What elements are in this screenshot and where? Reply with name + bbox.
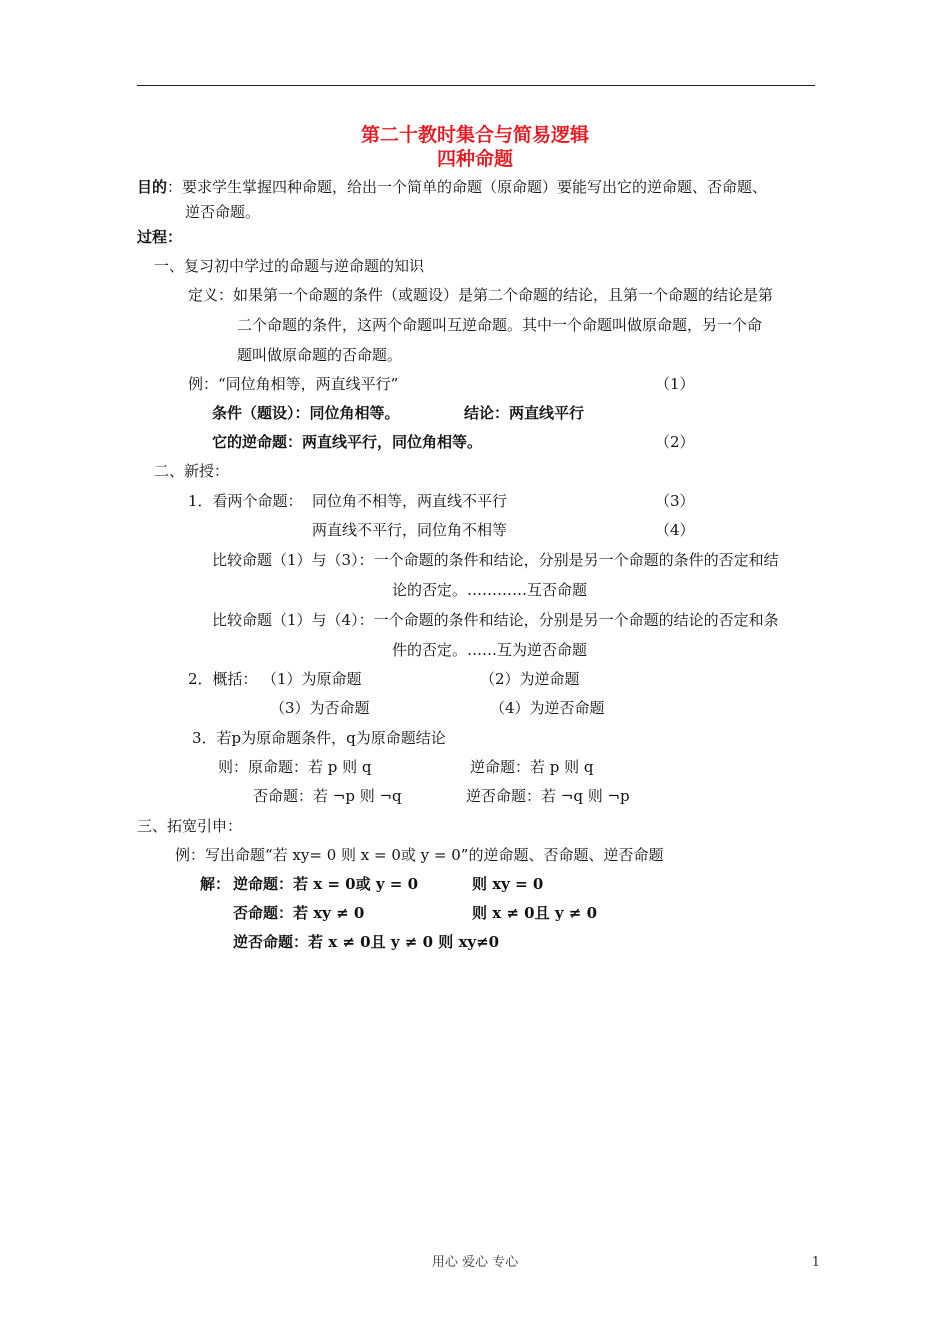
converse-form: 逆命题：若 p 则 q [470,758,594,776]
footer-slogan: 用心 爱心 专心 [431,1255,519,1270]
proposition-number-3: （3） [655,492,695,510]
objective-line2: 逆否命题。 [185,203,261,221]
compare1-line1: 比较命题（1）与（3）：一个命题的条件和结论，分别是另一个命题的条件的否定和结 [212,551,779,569]
example-number-1: （1） [655,375,695,393]
proposition-3: 同位角不相等，两直线不平行 [312,492,508,510]
compare2-line2: 件的否定。……互为逆否命题 [392,641,588,659]
inverse-form: 否命题：若 ¬p 则 ¬q [253,787,402,805]
header-rule [137,85,815,86]
solution-converse: 逆命题：若 x = 0或 y = 0 [233,875,419,893]
objective-line1 [137,177,767,197]
item3-text: 3．若p为原命题条件，q为原命题结论 [192,729,446,747]
item2-prefix: 2．概括： [188,670,258,688]
conclusion-text: 结论：两直线平行 [464,404,585,422]
objective-label: 目的 [137,178,168,196]
page-title: 第二十教时集合与简易逻辑 [360,124,589,146]
page-subtitle: 四种命题 [436,148,513,170]
section1-heading: 一、复习初中学过的命题与逆命题的知识 [154,257,425,275]
section2-heading: 二、新授： [154,462,230,480]
summary-1: （1）为原命题 [262,670,362,688]
solution-inverse-then: 则 x ≠ 0且 y ≠ 0 [472,904,598,922]
contrapositive-form: 逆否命题：若 ¬q 则 ¬p [466,787,630,805]
summary-2: （2）为逆命题 [480,670,580,688]
page-number: 1 [811,1255,820,1270]
section3-example: 例：写出命题“若 xy= 0 则 x = 0或 y = 0”的逆命题、否命题、逆否命题 [175,846,664,864]
definition-line3: 题叫做原命题的否命题。 [237,346,403,364]
condition-text: 条件（题设）：同位角相等。 [212,404,400,422]
item1-prefix: 1．看两个命题： [188,492,303,510]
definition-line1: 定义：如果第一个命题的条件（或题设）是第二个命题的结论，且第一个命题的结论是第 [188,286,774,304]
definition-line2: 二个命题的条件，这两个命题叫互逆命题。其中一个命题叫做原命题，另一个命 [237,316,763,334]
solution-contrapositive: 逆否命题：若 x ≠ 0且 y ≠ 0 则 xy≠0 [233,933,500,951]
section3-heading: 三、拓宽引申： [137,817,243,835]
converse-number-2: （2） [655,433,695,451]
example-proposition: 例：“同位角相等，两直线平行” [188,375,399,393]
summary-4: （4）为逆否命题 [490,699,605,717]
compare1-line2: 论的否定。…………互否命题 [392,581,588,599]
objective-text: 要求学生掌握四种命题，给出一个简单的命题（原命题）要能写出它的逆命题、否命题、 [182,178,768,196]
process-label: 过程： [137,228,183,246]
solution-label: 解： [200,875,231,893]
proposition-number-4: （4） [655,521,695,539]
solution-converse-then: 则 xy = 0 [472,875,544,893]
converse-text: 它的逆命题：两直线平行，同位角相等。 [212,433,483,451]
original-form: 则：原命题：若 p 则 q [218,758,372,776]
summary-3: （3）为否命题 [270,699,370,717]
objective-colon: ： [167,178,183,196]
compare2-line1: 比较命题（1）与（4）：一个命题的条件和结论，分别是另一个命题的结论的否定和条 [212,611,779,629]
proposition-4: 两直线不平行，同位角不相等 [312,521,508,539]
solution-inverse: 否命题：若 xy ≠ 0 [233,904,365,922]
